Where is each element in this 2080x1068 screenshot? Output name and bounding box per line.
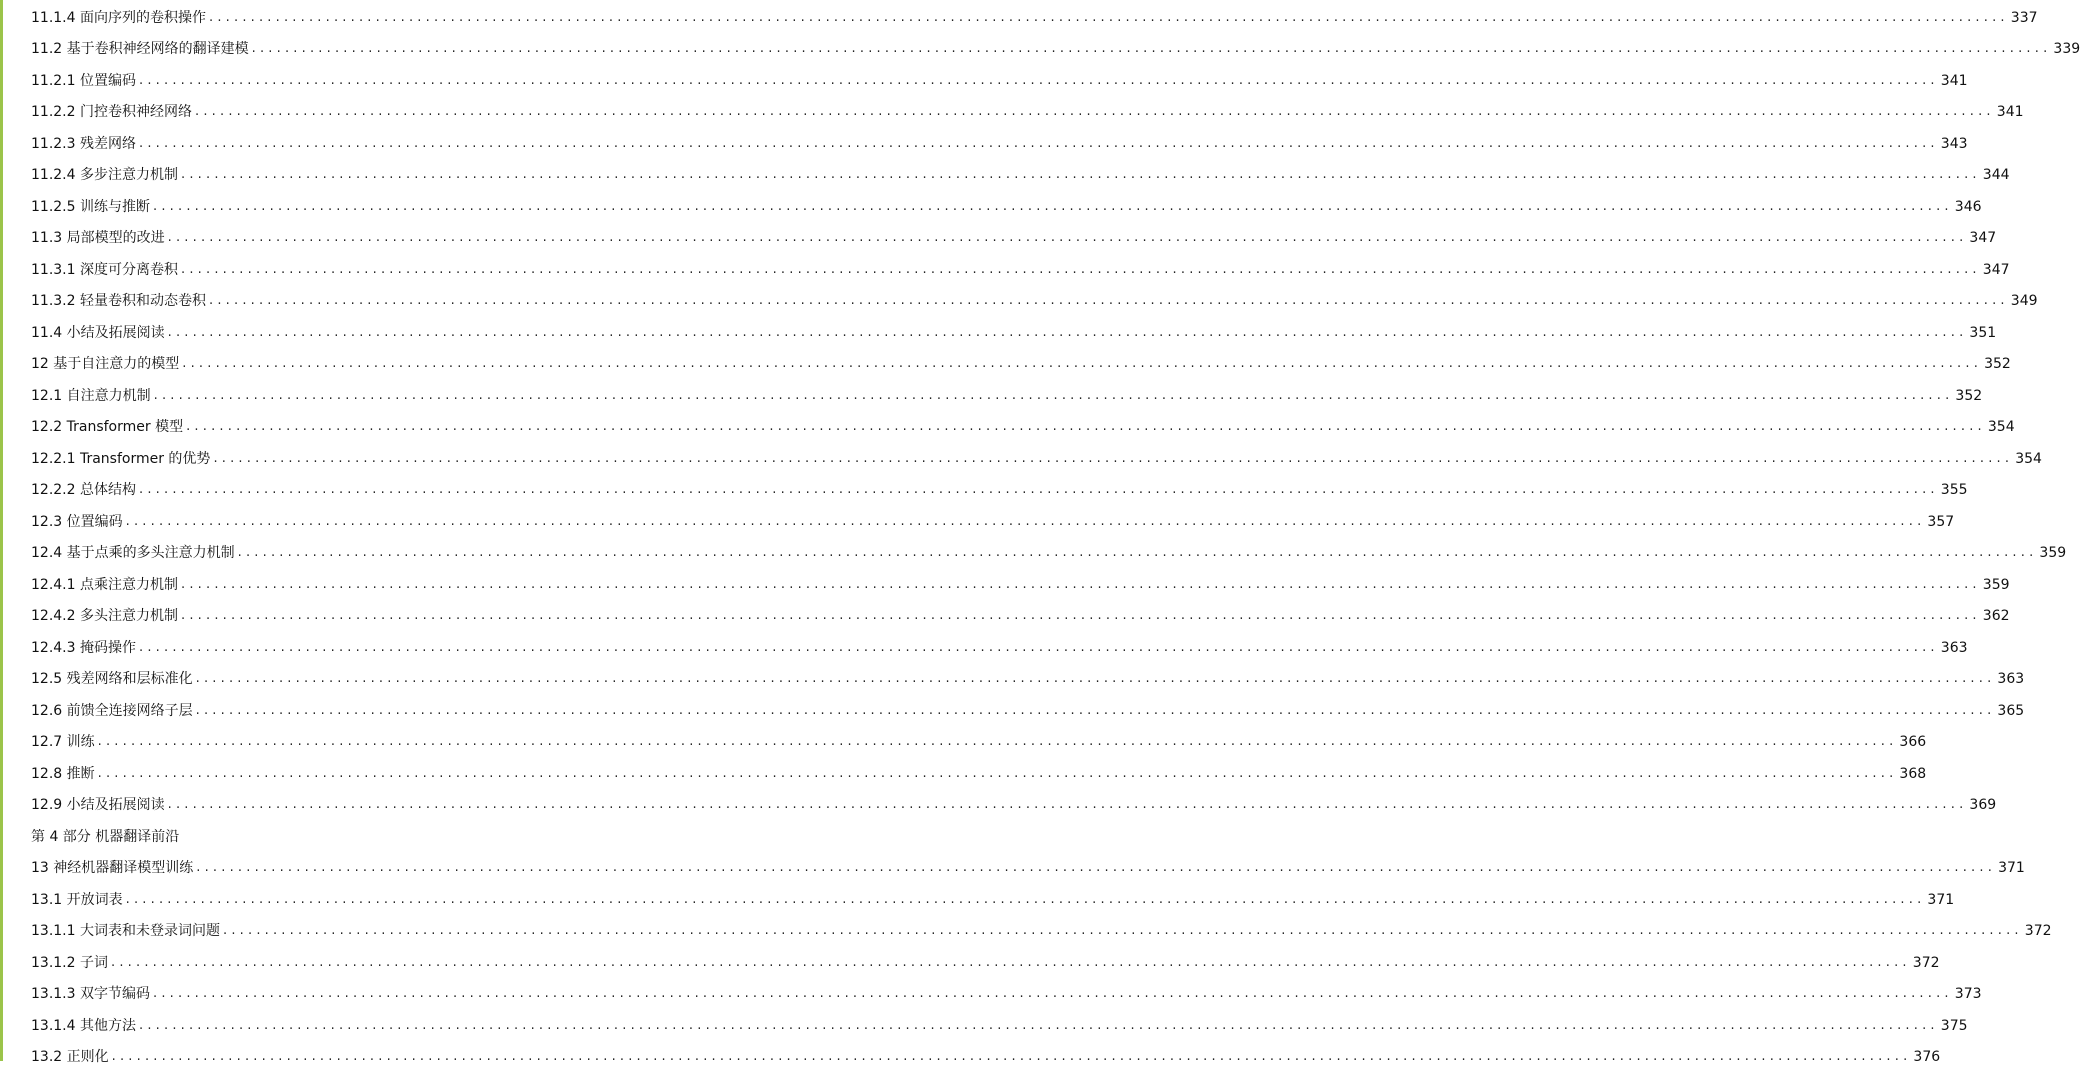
toc-entry-title: 11.2.3 残差网络 [31,136,136,152]
toc-entry[interactable] [31,952,1940,974]
toc-entry-page: 363 [1997,671,2025,687]
dot-leader: ........................................................................................................................................................................................................................ [138,482,1939,497]
toc-entry-page: 354 [1987,419,2015,435]
toc-entry-page: 352 [1984,356,2011,372]
toc-entry[interactable] [31,322,1997,344]
dot-leader: ........................................................................................................................................................................................................................ [97,734,1898,749]
dot-leader: ........................................................................................................................................................................................................................ [194,104,1995,119]
toc-entry[interactable] [31,574,2010,596]
toc-entry-page: 346 [1954,199,1982,215]
dot-leader: ........................................................................................................................................................................................................................ [125,514,1926,529]
toc-entry-page: 372 [1912,955,1940,971]
toc-entry[interactable] [31,983,1982,1005]
toc-entry[interactable] [31,700,2025,722]
toc-entry-title: 12.2.2 总体结构 [31,482,136,498]
dot-leader: ........................................................................................................................................................................................................................ [182,356,1983,371]
toc-entry[interactable] [31,794,1997,816]
toc-entry-title: 12.4 基于点乘的多头注意力机制 [31,545,235,561]
toc-entry-title: 13.1.1 大词表和未登录词问题 [31,923,220,939]
toc-entry[interactable] [31,385,1983,407]
toc-entry-title: 13.1.2 子词 [31,955,108,971]
toc-entry[interactable] [31,7,2038,29]
toc-entry-page: 341 [1940,73,1968,89]
toc-entry[interactable] [31,731,1927,753]
dot-leader: ........................................................................................................................................................................................................................ [180,262,1981,277]
toc-entry-title: 11.3 局部模型的改进 [31,230,165,246]
toc-entry-title: 12.4.1 点乘注意力机制 [31,577,178,593]
toc-entry-page: 339 [2053,41,2080,57]
toc-entry-page: 366 [1899,734,1927,750]
dot-leader: ........................................................................................................................................................................................................................ [180,608,1981,623]
toc-entry-page: 365 [1997,703,2025,719]
part-heading[interactable] [31,826,179,848]
toc-entry[interactable] [31,637,1968,659]
toc-entry-page: 354 [2015,451,2042,467]
toc-entry-page: 351 [1969,325,1997,341]
toc-entry[interactable] [31,416,2015,438]
toc-entry[interactable] [31,133,1968,155]
toc-entry-title: 12.8 推断 [31,766,95,782]
toc-entry-page: 352 [1955,388,1983,404]
dot-leader: ........................................................................................................................................................................................................................ [138,73,1939,88]
toc-entry-title: 12.9 小结及拓展阅读 [31,797,165,813]
toc-entry[interactable] [31,605,2010,627]
toc-entry-page: 376 [1913,1049,1941,1065]
toc-entry-title: 11.2.5 训练与推断 [31,199,150,215]
part-heading-title: 第 4 部分 机器翻译前沿 [31,829,180,845]
toc-entry-title: 11.2.4 多步注意力机制 [31,167,178,183]
dot-leader: ........................................................................................................................................................................................................................ [208,293,2009,308]
toc-entry-title: 11.2.1 位置编码 [31,73,136,89]
dot-leader: ........................................................................................................................................................................................................................ [186,419,1986,434]
toc-entry-title: 12.7 训练 [31,734,95,750]
toc-entry[interactable] [31,1015,1968,1037]
toc-entry-title: 12.4.2 多头注意力机制 [31,608,178,624]
dot-leader: ........................................................................................................................................................................................................................ [153,388,1954,403]
toc-entry[interactable] [31,101,2024,123]
toc-entry-page: 344 [1982,167,2010,183]
dot-leader: ........................................................................................................................................................................................................................ [180,577,1981,592]
toc-entry-title: 13.2 正则化 [31,1049,109,1065]
toc-entry[interactable] [31,38,2080,60]
toc-entry-title: 11.2 基于卷积神经网络的翻译建模 [31,41,249,57]
dot-leader: ........................................................................................................................................................................................................................ [196,860,1997,875]
toc-entry[interactable] [31,448,2042,470]
toc-entry[interactable] [31,1046,1941,1068]
toc-entry-title: 12.5 残差网络和层标准化 [31,671,193,687]
toc-entry[interactable] [31,259,2010,281]
toc-entry-page: 371 [1998,860,2025,876]
toc-entry-title: 11.3.1 深度可分离卷积 [31,262,178,278]
toc-entry[interactable] [31,920,2052,942]
toc-entry-page: 347 [1982,262,2010,278]
dot-leader: ........................................................................................................................................................................................................................ [237,545,2038,560]
toc-entry-title: 13.1.3 双字节编码 [31,986,150,1002]
toc-entry[interactable] [31,227,1997,249]
dot-leader: ........................................................................................................................................................................................................................ [213,451,2014,466]
toc-entry-title: 12 基于自注意力的模型 [31,356,180,372]
toc-entry-page: 349 [2010,293,2038,309]
dot-leader: ........................................................................................................................................................................................................................ [251,41,2052,56]
toc-entry-page: 371 [1927,892,1955,908]
dot-leader: ........................................................................................................................................................................................................................ [138,1018,1939,1033]
toc-entry-title: 13.1 开放词表 [31,892,123,908]
toc-entry-page: 363 [1940,640,1968,656]
toc-entry[interactable] [31,164,2010,186]
toc-entry[interactable] [31,668,2025,690]
toc-entry[interactable] [31,857,2025,879]
toc-entry-title: 11.2.2 门控卷积神经网络 [31,104,192,120]
dot-leader: ........................................................................................................................................................................................................................ [125,892,1926,907]
toc-entry[interactable] [31,70,1968,92]
toc-entry-page: 357 [1927,514,1955,530]
toc-entry[interactable] [31,290,2038,312]
toc-entry-title: 12.6 前馈全连接网络子层 [31,703,193,719]
toc-entry-page: 347 [1969,230,1997,246]
toc-entry-page: 359 [1982,577,2010,593]
toc-entry[interactable] [31,353,2011,375]
toc-entry[interactable] [31,479,1968,501]
dot-leader: ........................................................................................................................................................................................................................ [167,797,1968,812]
dot-leader: ........................................................................................................................................................................................................................ [195,703,1996,718]
toc-entry-title: 11.3.2 轻量卷积和动态卷积 [31,293,206,309]
dot-leader: ........................................................................................................................................................................................................................ [180,167,1981,182]
dot-leader: ........................................................................................................................................................................................................................ [111,1049,1912,1064]
dot-leader: ........................................................................................................................................................................................................................ [138,136,1939,151]
toc-entry-page: 337 [2010,10,2038,26]
toc-entry-title: 12.2 Transformer 模型 [31,419,184,435]
toc-entry-title: 12.3 位置编码 [31,514,123,530]
toc-entry-page: 341 [1996,104,2024,120]
toc-entry-title: 13 神经机器翻译模型训练 [31,860,194,876]
toc-entry-page: 375 [1940,1018,1968,1034]
dot-leader: ........................................................................................................................................................................................................................ [167,325,1968,340]
dot-leader: ........................................................................................................................................................................................................................ [97,766,1898,781]
toc-entry[interactable] [31,511,1955,533]
toc-entry-title: 12.1 自注意力机制 [31,388,151,404]
toc-entry[interactable] [31,889,1955,911]
dot-leader: ........................................................................................................................................................................................................................ [110,955,1911,970]
toc-entry-title: 12.2.1 Transformer 的优势 [31,451,211,467]
dot-leader: ........................................................................................................................................................................................................................ [138,640,1939,655]
toc-entry-page: 373 [1954,986,1982,1002]
toc-entry[interactable] [31,763,1927,785]
dot-leader: ........................................................................................................................................................................................................................ [195,671,1996,686]
toc-entry-page: 362 [1982,608,2010,624]
toc-entry-page: 343 [1940,136,1968,152]
dot-leader: ........................................................................................................................................................................................................................ [152,986,1953,1001]
toc-entry-title: 11.4 小结及拓展阅读 [31,325,165,341]
toc-entry-title: 12.4.3 掩码操作 [31,640,136,656]
dot-leader: ........................................................................................................................................................................................................................ [222,923,2023,938]
toc-entry[interactable] [31,542,2067,564]
toc-entry-title: 11.1.4 面向序列的卷积操作 [31,10,206,26]
dot-leader: ........................................................................................................................................................................................................................ [167,230,1968,245]
toc-entry-page: 359 [2039,545,2067,561]
toc-entry-page: 369 [1969,797,1997,813]
toc-entry-page: 372 [2024,923,2052,939]
dot-leader: ........................................................................................................................................................................................................................ [208,10,2009,25]
toc-entry-page: 368 [1899,766,1927,782]
toc-entry[interactable] [31,196,1982,218]
toc-entry-title: 13.1.4 其他方法 [31,1018,136,1034]
toc-entry-page: 355 [1940,482,1968,498]
dot-leader: ........................................................................................................................................................................................................................ [152,199,1953,214]
